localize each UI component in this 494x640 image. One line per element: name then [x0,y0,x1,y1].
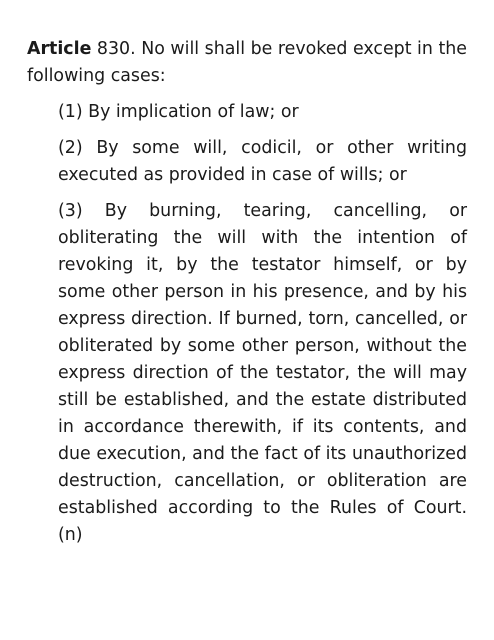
list-item [58,135,467,189]
document-page [27,36,467,558]
article-paragraph [27,36,467,90]
article-label: Article [27,39,92,59]
list-item [58,99,467,126]
item-marker: (3) [58,201,83,221]
item-text: By implication of law; or [88,102,299,122]
item-text: By some will, codicil, or other writing executed as provided in case of wills; or [58,138,467,185]
item-marker: (1) [58,102,83,122]
list-item [58,198,467,549]
item-text: By burning, tearing, cancelling, or obliterating the will with the intention of revoking it, by the testator himself, or by some other person in his presence, and by his express direction. If burned, torn, cancelled, or obliterated by some other person, without the express direction of the testator, the will may still be established, and the estate distributed in accordance therewith, if its contents, and due execution, and the fact of its unauthorized destruction, cancellation, or obliteration are established according to the Rules of Court. (n) [58,201,467,545]
article-text: No will shall be revoked except in the following cases: [27,39,467,86]
revocation-cases-list [58,99,467,549]
article-number: 830. [96,39,136,59]
item-marker: (2) [58,138,83,158]
